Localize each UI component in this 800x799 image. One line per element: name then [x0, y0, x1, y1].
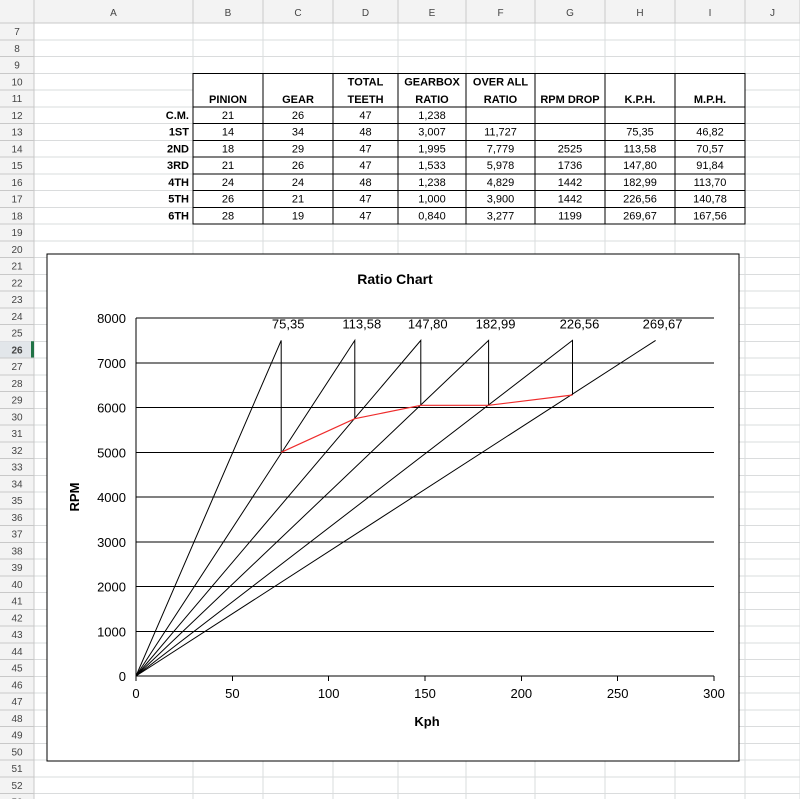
table-cell[interactable]: 48 — [359, 126, 372, 139]
table-header-ratio: RATIO — [483, 94, 518, 106]
x-tick-label: 100 — [317, 686, 340, 701]
y-tick-label: 7000 — [97, 355, 126, 371]
column-header-f[interactable]: F — [497, 8, 504, 19]
y-tick-label: 1000 — [97, 624, 126, 640]
table-cell[interactable]: 1,533 — [418, 160, 446, 172]
row-header-44[interactable]: 44 — [11, 646, 23, 658]
row-header-24[interactable]: 24 — [11, 311, 23, 323]
table-cell[interactable]: 1,995 — [418, 143, 446, 156]
gear-4-data-label: 182,99 — [475, 316, 516, 332]
row-header-40[interactable]: 40 — [11, 579, 23, 591]
table-cell[interactable]: 24 — [291, 176, 305, 189]
row-header-47[interactable]: 47 — [11, 697, 23, 708]
table-cell[interactable]: 1442 — [557, 176, 583, 189]
table-header-teeth-top: TOTAL — [347, 76, 384, 89]
table-cell[interactable]: 26 — [291, 109, 305, 122]
y-tick-label: 4000 — [97, 490, 126, 505]
table-cell[interactable]: 47 — [359, 109, 372, 122]
table-cell[interactable]: 11,727 — [484, 126, 517, 139]
row-header-13[interactable]: 13 — [11, 127, 23, 139]
gear-ratio-table — [166, 73, 745, 224]
table-cell[interactable]: 47 — [359, 160, 372, 172]
table-cell[interactable]: 75,35 — [626, 126, 654, 139]
table-cell[interactable]: 47 — [359, 210, 372, 223]
table-cell[interactable]: 48 — [359, 176, 372, 189]
y-tick-label: 5000 — [97, 445, 126, 461]
gear-2-data-label: 113,58 — [342, 316, 382, 332]
table-cell[interactable]: 21 — [221, 109, 235, 122]
row-header-43[interactable]: 43 — [11, 630, 23, 641]
chart-title: Ratio Chart — [357, 271, 433, 287]
row-label: 3RD — [166, 160, 189, 172]
row-header-17[interactable]: 17 — [11, 194, 23, 206]
table-header-ratio-top: OVER ALL — [472, 76, 529, 89]
y-tick-label: 8000 — [97, 311, 126, 326]
gear-5-data-label: 226,56 — [559, 316, 600, 332]
row-header-49[interactable]: 49 — [11, 730, 23, 742]
row-label: C.M. — [165, 109, 189, 122]
row-header-7[interactable]: 7 — [14, 27, 20, 38]
row-header-50[interactable]: 50 — [11, 747, 23, 759]
x-axis-label: Kph — [414, 714, 440, 729]
x-tick-label: 0 — [132, 686, 140, 701]
table-cell[interactable]: 226,56 — [623, 193, 657, 206]
row-header-25[interactable]: 25 — [11, 328, 23, 340]
row-header-39[interactable]: 39 — [11, 563, 23, 574]
row-header-23[interactable]: 23 — [11, 295, 23, 306]
row-header-33[interactable]: 33 — [11, 462, 23, 474]
gear-6-data-label: 269,67 — [642, 316, 683, 332]
table-cell[interactable]: 1199 — [558, 210, 582, 223]
x-tick-label: 250 — [606, 686, 629, 701]
x-tick-label: 200 — [510, 686, 533, 701]
row-header-31[interactable]: 31 — [11, 429, 23, 440]
y-axis-label: RPM — [67, 482, 82, 512]
table-cell[interactable]: 46,82 — [696, 126, 724, 139]
y-tick-label: 2000 — [97, 579, 126, 595]
ratio-chart[interactable] — [47, 254, 739, 761]
table-cell[interactable]: 269,67 — [623, 210, 657, 223]
table-cell[interactable]: 113,58 — [623, 143, 657, 156]
table-cell[interactable]: 1,238 — [418, 176, 446, 189]
table-cell[interactable]: 1,238 — [418, 109, 446, 122]
column-header-g[interactable]: G — [566, 8, 574, 19]
table-cell[interactable]: 7,779 — [486, 143, 515, 156]
table-cell[interactable]: 24 — [221, 176, 235, 189]
table-cell[interactable]: 34 — [291, 126, 305, 139]
table-cell[interactable]: 21 — [221, 160, 235, 172]
y-tick-label: 6000 — [97, 400, 126, 416]
column-header-i[interactable]: I — [708, 8, 712, 19]
table-cell[interactable]: 47 — [359, 143, 372, 156]
table-cell[interactable]: 4,829 — [486, 176, 515, 189]
select-all-corner[interactable] — [0, 0, 34, 23]
chart-area[interactable] — [47, 254, 739, 761]
column-header-c[interactable]: C — [294, 8, 302, 19]
column-header-b[interactable]: B — [224, 8, 232, 19]
row-header-21[interactable]: 21 — [11, 261, 23, 273]
table-header-rpm-drop: RPM DROP — [540, 94, 600, 106]
row-header-28[interactable]: 28 — [11, 378, 23, 390]
row-header-12[interactable]: 12 — [11, 110, 23, 122]
row-header-36[interactable]: 36 — [11, 512, 23, 524]
row-header-42[interactable]: 42 — [11, 613, 23, 625]
table-cell[interactable]: 1736 — [557, 160, 583, 172]
table-cell[interactable]: 18 — [221, 143, 235, 156]
table-cell[interactable]: 1,000 — [418, 193, 446, 206]
x-tick-label: 300 — [703, 686, 725, 701]
table-cell[interactable]: 26 — [291, 160, 305, 172]
table-cell[interactable]: 21 — [291, 193, 305, 206]
y-tick-label: 0 — [118, 669, 126, 684]
table-cell[interactable]: 29 — [291, 143, 305, 156]
row-header-48[interactable]: 48 — [11, 713, 23, 725]
column-header-d[interactable]: D — [361, 8, 370, 19]
table-cell[interactable]: 3,007 — [418, 126, 446, 139]
row-header-11[interactable]: 11 — [11, 94, 23, 105]
table-cell[interactable]: 182,99 — [623, 176, 657, 189]
row-header-34[interactable]: 34 — [11, 479, 23, 491]
row-header-9[interactable]: 9 — [14, 60, 20, 72]
gear-3-data-label: 147,80 — [407, 316, 448, 332]
table-cell[interactable]: 5,978 — [486, 160, 515, 172]
x-tick-label: 150 — [414, 686, 436, 701]
table-background — [193, 73, 745, 224]
row-header-30[interactable]: 30 — [11, 412, 23, 424]
table-header-teeth: TEETH — [347, 94, 384, 106]
row-header-14[interactable]: 14 — [11, 144, 23, 156]
table-cell[interactable]: 147,80 — [623, 160, 657, 172]
y-tick-label: 3000 — [97, 534, 126, 550]
row-header-51[interactable]: 51 — [11, 764, 23, 775]
column-header-j[interactable]: J — [770, 8, 775, 19]
row-label: 6TH — [168, 210, 189, 223]
table-header-pinion: PINION — [209, 94, 247, 106]
table-cell[interactable]: 140,78 — [693, 193, 727, 206]
row-label: 4TH — [168, 176, 189, 189]
row-header-29[interactable]: 29 — [11, 395, 23, 407]
row-header-35[interactable]: 35 — [11, 496, 23, 507]
table-cell[interactable]: 0,840 — [418, 210, 446, 223]
row-header-20[interactable]: 20 — [11, 244, 23, 256]
row-header-26[interactable]: 26 — [11, 345, 23, 357]
table-cell[interactable]: 28 — [221, 210, 235, 223]
row-header-52[interactable]: 52 — [11, 780, 23, 792]
row-header-32[interactable]: 32 — [11, 445, 23, 457]
row-header-10[interactable]: 10 — [11, 77, 23, 89]
row-header-19[interactable]: 19 — [11, 228, 23, 239]
table-cell[interactable]: 70,57 — [696, 143, 724, 156]
row-header-8[interactable]: 8 — [14, 43, 20, 55]
row-header-27[interactable]: 27 — [11, 362, 23, 373]
row-header-16[interactable]: 16 — [11, 177, 23, 189]
row-label: 5TH — [168, 193, 189, 206]
row-header-45[interactable]: 45 — [11, 663, 23, 675]
table-cell[interactable]: 1442 — [557, 193, 583, 206]
table-header-gear: GEAR — [282, 94, 314, 106]
row-header-38[interactable]: 38 — [11, 546, 23, 558]
column-header-bar — [0, 0, 800, 23]
active-row-marker — [31, 341, 34, 358]
row-header-22[interactable]: 22 — [11, 278, 23, 290]
row-header-46[interactable]: 46 — [11, 680, 23, 692]
table-header-m-p-h: M.P.H. — [693, 94, 727, 106]
gear-1-data-label: 75,35 — [271, 316, 305, 332]
table-cell[interactable]: 3,900 — [486, 193, 515, 206]
table-cell[interactable]: 113,70 — [693, 176, 727, 189]
x-tick-label: 50 — [225, 686, 240, 701]
table-header-ratio: RATIO — [415, 94, 449, 106]
row-label: 2ND — [166, 143, 189, 156]
column-header-e[interactable]: E — [428, 8, 436, 19]
table-cell[interactable]: 2525 — [557, 143, 583, 156]
table-cell[interactable]: 3,277 — [486, 210, 515, 223]
row-header-37[interactable]: 37 — [11, 529, 23, 541]
table-cell[interactable]: 167,56 — [693, 210, 727, 223]
row-header-18[interactable]: 18 — [11, 211, 23, 223]
row-header-15[interactable]: 15 — [11, 161, 23, 172]
table-cell[interactable]: 47 — [359, 193, 372, 206]
column-header-a[interactable]: A — [110, 8, 117, 19]
table-cell[interactable]: 14 — [221, 126, 235, 139]
column-header-h[interactable]: H — [636, 8, 644, 19]
row-label: 1ST — [168, 126, 189, 139]
row-header-41[interactable]: 41 — [11, 596, 23, 608]
table-header-ratio-top: GEARBOX — [404, 76, 460, 89]
table-header-k-p-h: K.P.H. — [624, 94, 656, 106]
table-cell[interactable]: 19 — [291, 210, 305, 223]
table-cell[interactable]: 91,84 — [696, 160, 724, 172]
table-cell[interactable]: 26 — [221, 193, 235, 206]
